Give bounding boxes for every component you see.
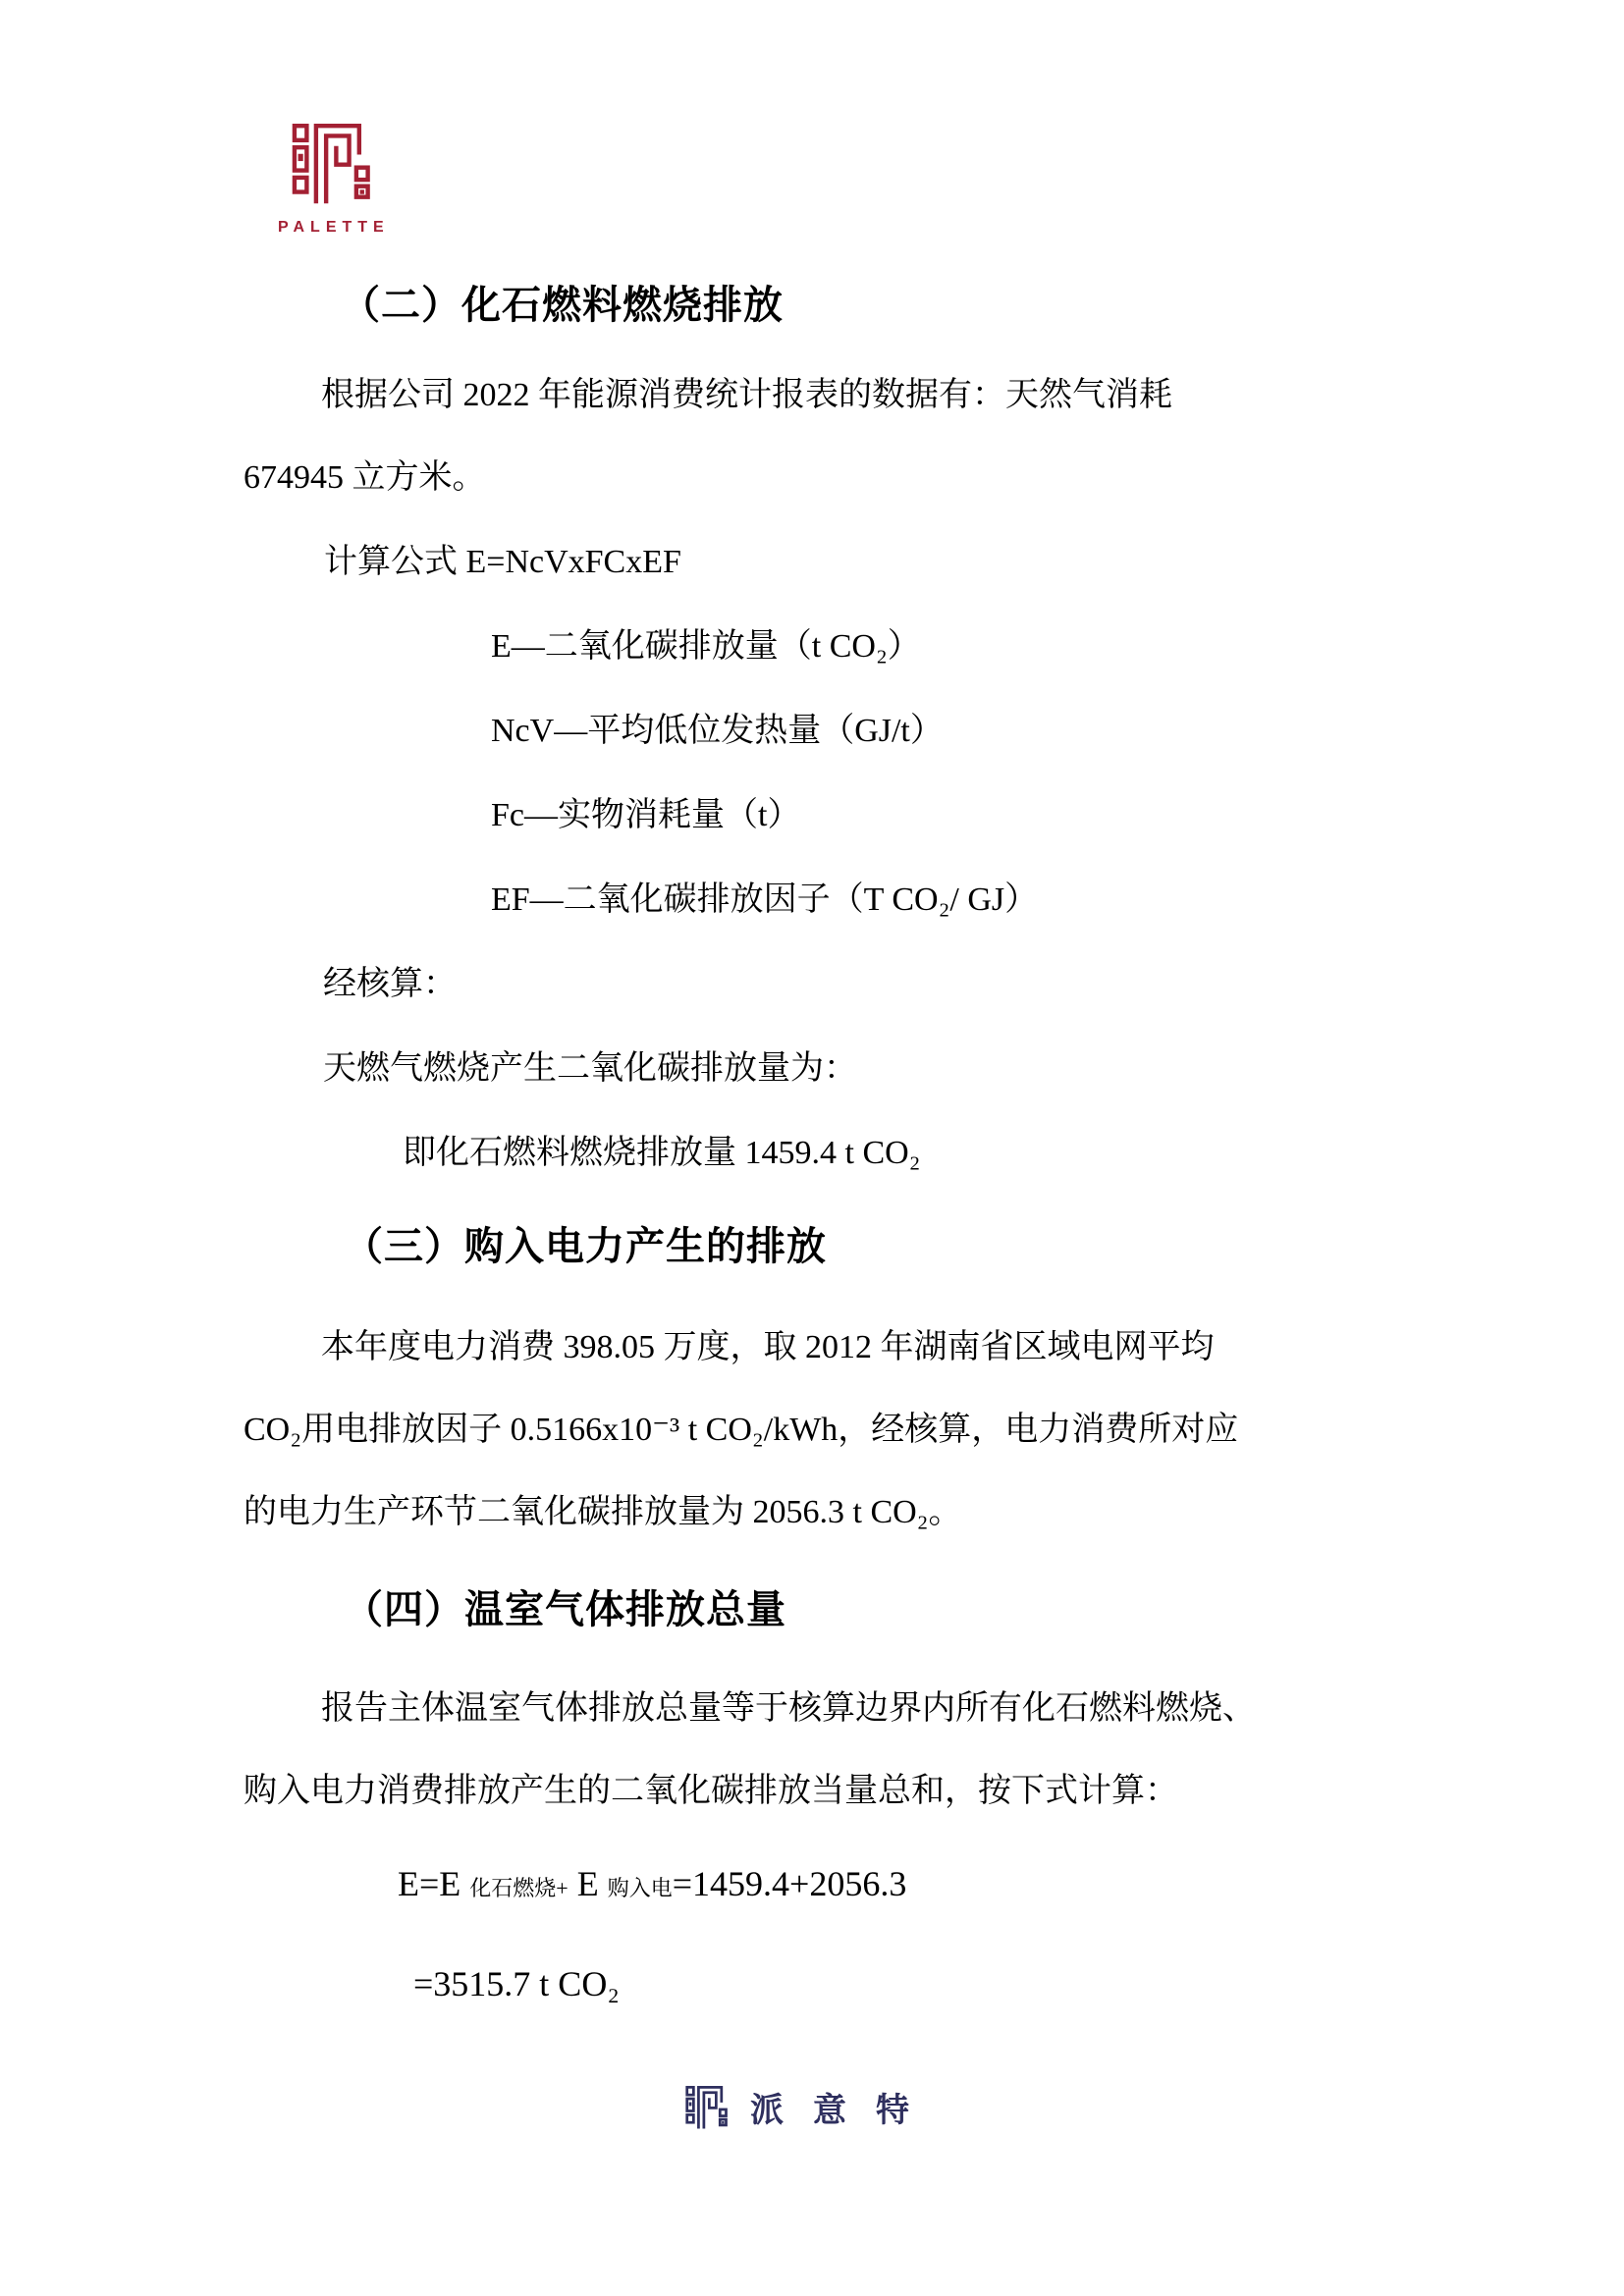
total-value-line: =3515.7 t CO₂ [413,1964,620,2003]
definition-ncv-line: NcV—平均低位发热量（GJ/t） [491,713,944,749]
section3-line1: 本年度电力消费 398.05 万度，取 2012 年湖南省区域电网平均 [321,1329,1215,1365]
definition-ef-line: EF—二氧化碳排放因子（T CO₂/ GJ） [491,881,1039,918]
section3-line3: 的电力生产环节二氧化碳排放量为 2056.3 t CO₂。 [244,1494,962,1530]
definition-fc-line: Fc—实物消耗量（t） [491,797,801,833]
total-formula-line [398,1863,906,1906]
result-intro-line: 经核算： [323,966,457,1002]
formula-subscript-fossil: 化石燃烧+ [469,1876,568,1900]
formula-subscript-purchased: 购入电 [607,1876,673,1900]
definition-e-line: E—二氧化碳排放量（t CO₂） [491,628,921,665]
formula-result: =1459.4+2056.3 [672,1864,907,1903]
section3-line2: CO₂用电排放因子 0.5166x10⁻³ t CO₂/kWh，经核算，电力消费所对应 [244,1412,1239,1448]
section3-heading: （三）购入电力产生的排放 [344,1225,827,1268]
footer-brand [0,2085,1624,2135]
formula-e2: E [568,1864,608,1903]
section4-line1: 报告主体温室气体排放总量等于核算边界内所有化石燃料燃烧、 [321,1690,1256,1727]
section4-line2: 购入电力消费排放产生的二氧化碳排放当量总和，按下式计算： [244,1773,1178,1809]
section2-paragraph-line2: 674945 立方米。 [244,459,486,496]
formula-e1: E=E [398,1864,470,1903]
gas-result-line: 天燃气燃烧产生二氧化碳排放量为： [323,1050,857,1087]
footer-brand-name: 派意特 [750,2091,939,2129]
section2-heading: （二）化石燃料燃烧排放 [341,284,784,327]
formula-intro-line: 计算公式 E=NcVxFCxEF [324,544,681,580]
palette-logo [278,120,390,237]
fossil-emission-value-line: 即化石燃料燃烧排放量 1459.4 t CO₂ [403,1135,921,1171]
footer-logo-mark-icon [685,2085,729,2135]
section4-heading: （四）温室气体排放总量 [344,1588,786,1631]
palette-logo-text: PALETTE [278,219,390,236]
palette-logo-mark-icon [292,195,372,212]
section2-paragraph-line1: 根据公司 2022 年能源消费统计报表的数据有：天然气消耗 [321,377,1172,413]
